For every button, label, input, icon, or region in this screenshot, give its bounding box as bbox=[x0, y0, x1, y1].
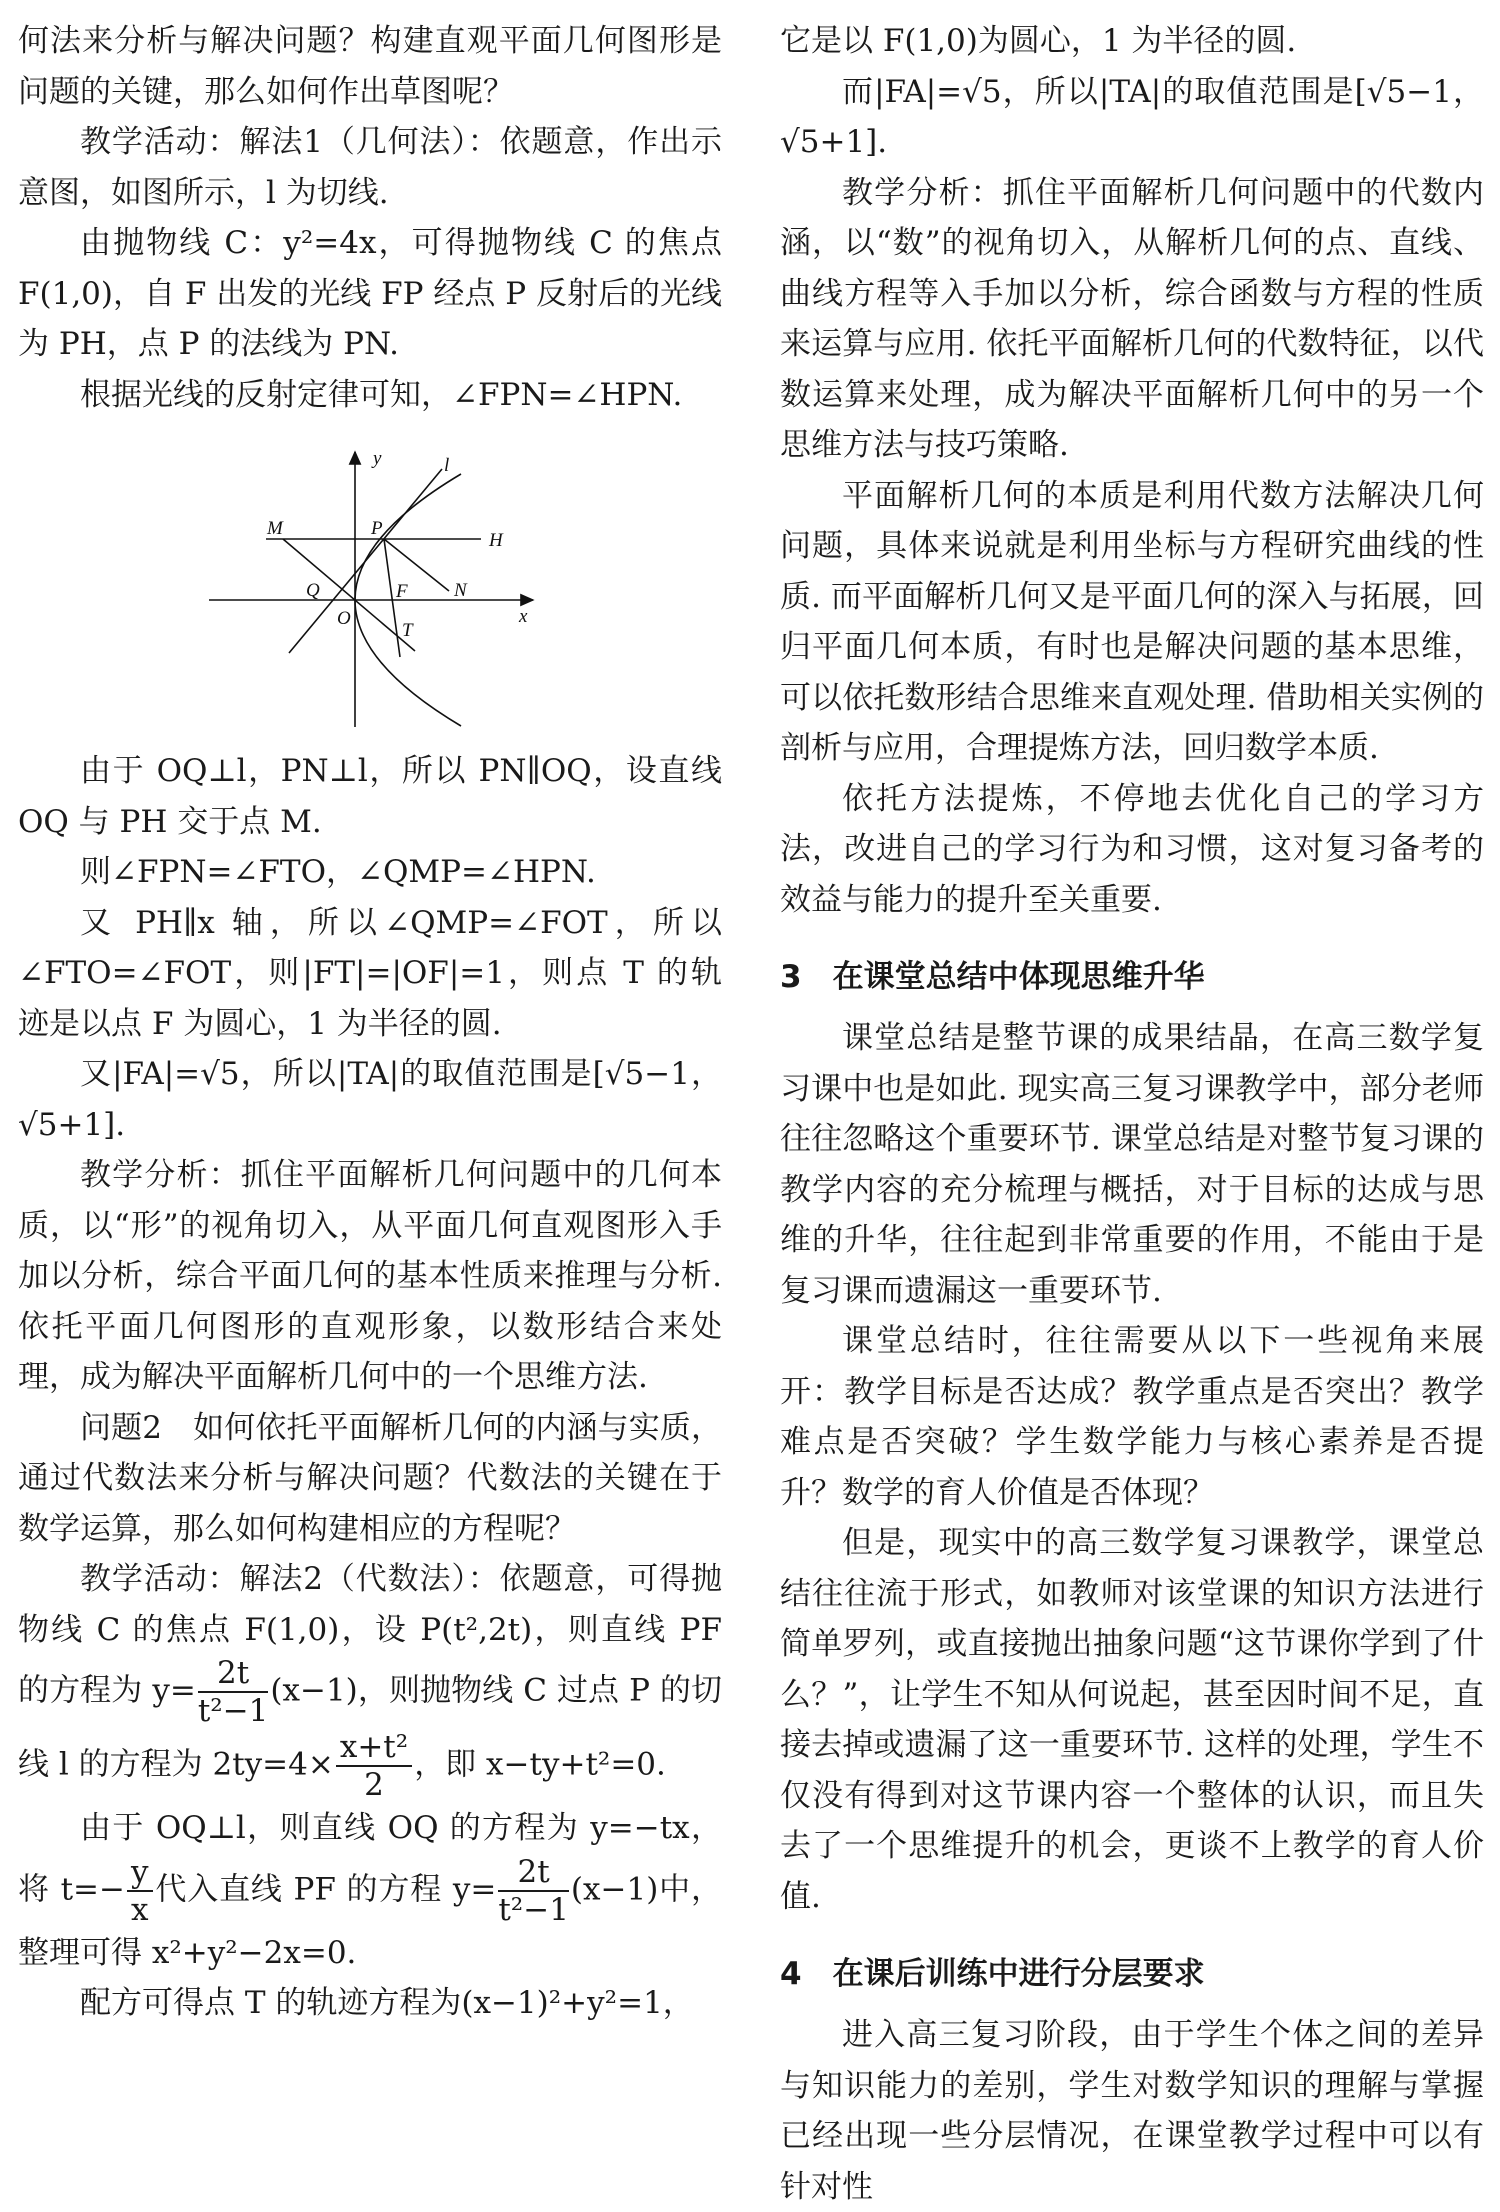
label-h: H bbox=[489, 530, 503, 551]
label-l: l bbox=[444, 455, 450, 476]
label-o: O bbox=[337, 608, 351, 629]
numerator: 2t bbox=[198, 1655, 269, 1693]
text-segment: 教学活动：解法2（代数法）：依题意，可得抛物线 C 的焦点 F(1,0)，设 P(t²,2t)，则直线 PF 的方程为 y= bbox=[18, 1561, 722, 1709]
label-n: N bbox=[454, 580, 467, 601]
paragraph: 则∠FPN=∠FTO，∠QMP=∠HPN. bbox=[80, 854, 596, 890]
text-segment: 由于 OQ⊥l，则直线 OQ 的方程为 y=−tx，将 t=− bbox=[18, 1810, 722, 1907]
numerator: x+t² bbox=[336, 1729, 412, 1767]
paragraph: 而|FA|=√5，所以|TA|的取值范围是[√5−1，√5+1]. bbox=[780, 73, 1484, 160]
paragraph: 由于 OQ⊥l，PN⊥l，所以 PN∥OQ，设直线 OQ 与 PH 交于点 M. bbox=[18, 753, 722, 840]
fraction bbox=[336, 1729, 412, 1803]
label-y: y bbox=[373, 448, 382, 469]
label-x: x bbox=[519, 606, 528, 627]
label-f: F bbox=[396, 581, 408, 602]
section-heading-3: 3 在课堂总结中体现思维升华 bbox=[780, 959, 1205, 995]
numerator: y bbox=[127, 1854, 153, 1892]
paragraph-with-fractions bbox=[18, 1554, 722, 1803]
fraction bbox=[198, 1655, 269, 1729]
line-pn bbox=[384, 539, 449, 591]
paragraph: 又 PH∥x 轴，所以∠QMP=∠FOT，所以∠FTO=∠FOT，则|FT|=|OF|=1，则点 T 的轨迹是以点 F 为圆心，1 为半径的圆. bbox=[18, 904, 722, 1042]
paragraph-with-fractions bbox=[18, 1803, 722, 1978]
right-column bbox=[780, 16, 1484, 2212]
paragraph: 平面解析几何的本质是利用代数方法解决几何问题，具体来说就是利用坐标与方程研究曲线的性质. 而平面解析几何又是平面几何的深入与拓展，回归平面几何本质，有时也是解决问题的基本思维，可以依托数形结合思维来直观处理. 借助相关实例的剖析与应用，合理提炼方法，回归数学本质. bbox=[780, 477, 1484, 766]
paragraph: 课堂总结时，往往需要从以下一些视角来展开：教学目标是否达成？教学重点是否突出？教学难点是否突破？学生数学能力与核心素养是否提升？数学的育人价值是否体现？ bbox=[780, 1323, 1484, 1511]
fraction bbox=[498, 1854, 569, 1928]
paragraph: 它是以 F(1,0)为圆心，1 为半径的圆. bbox=[780, 23, 1297, 59]
paragraph: 根据光线的反射定律可知，∠FPN=∠HPN. bbox=[80, 376, 683, 413]
paragraph: 进入高三复习阶段，由于学生个体之间的差异与知识能力的差别，学生对数学知识的理解与掌握已经出现一些分层情况，在课堂教学过程中可以有针对性 bbox=[780, 2017, 1484, 2205]
paragraph: 课堂总结是整节课的成果结晶，在高三数学复习课中也是如此. 现实高三复习课教学中，部分老师往往忽略这个重要环节. 课堂总结是对整节复习课的教学内容的充分梳理与概括，对于目标的达成与思维的升华，往往起到非常重要的作用，不能由于是复习课而遗漏这一重要环节. bbox=[780, 1020, 1484, 1309]
paragraph: 教学分析：抓住平面解析几何问题中的代数内涵，以“数”的视角切入，从解析几何的点、直线、曲线方程等入手加以分析，综合函数与方程的性质来运算与应用. 依托平面解析几何的代数特征，以代数运算来处理，成为解决平面解析几何中的另一个思维方法与技巧策略. bbox=[780, 174, 1484, 463]
paragraph: 依托方法提炼，不停地去优化自己的学习方法，改进自己的学习行为和习惯，这对复习备考的效益与能力的提升至关重要. bbox=[780, 780, 1484, 918]
label-t: T bbox=[402, 620, 413, 641]
section-heading-4: 4 在课后训练中进行分层要求 bbox=[780, 1956, 1205, 1992]
paragraph: 问题2 如何依托平面解析几何的内涵与实质，通过代数法来分析与解决问题？代数法的关键在于数学运算，那么如何构建相应的方程呢？ bbox=[18, 1409, 722, 1547]
denominator: t²−1 bbox=[498, 1891, 569, 1928]
paragraph: 教学活动：解法1（几何法）：依题意，作出示意图，如图所示，l 为切线. bbox=[18, 124, 722, 211]
text-segment: 代入直线 PF 的方程 y= bbox=[154, 1871, 497, 1907]
tangent-line-l bbox=[289, 469, 442, 653]
label-q: Q bbox=[306, 580, 320, 601]
paragraph: 又|FA|=√5，所以|TA|的取值范围是[√5−1，√5+1]. bbox=[18, 1056, 722, 1143]
text-segment: (x−1)，则抛物线 C 过点 P 的切线 l 的方程为 2ty=4× bbox=[18, 1672, 722, 1783]
denominator: t²−1 bbox=[197, 1693, 269, 1729]
label-m: M bbox=[267, 518, 283, 539]
label-p: P bbox=[371, 518, 383, 539]
left-column bbox=[18, 16, 722, 2029]
denominator: x bbox=[131, 1891, 149, 1928]
geometry-diagram bbox=[193, 434, 563, 744]
paragraph: 配方可得点 T 的轨迹方程为(x−1)²+y²=1， bbox=[80, 1985, 694, 2021]
denominator: 2 bbox=[364, 1767, 384, 1803]
paragraph: 教学分析：抓住平面解析几何问题中的几何本质，以“形”的视角切入，从平面几何直观图形入手加以分析，综合平面几何的基本性质来推理与分析. 依托平面几何图形的直观形象，以数形结合来处理，成为解决平面解析几何中的一个思维方法. bbox=[18, 1157, 722, 1395]
text-segment: ，即 x−ty+t²=0. bbox=[414, 1746, 666, 1783]
paragraph: 由抛物线 C：y²=4x，可得抛物线 C 的焦点 F(1,0)，自 F 出发的光线 FP 经点 P 反射后的光线为 PH，点 P 的法线为 PN. bbox=[18, 225, 722, 362]
paragraph: 但是，现实中的高三数学复习课教学，课堂总结往往流于形式，如教师对该堂课的知识方法进行简单罗列，或直接抛出抽象问题“这节课你学到了什么？”，让学生不知从何说起，甚至因时间不足，直接去掉或遗漏了这一重要环节. 这样的处理，学生不仅没有得到对这节课内容一个整体的认识，而且失去了一个思维提升的机会，更谈不上教学的育人价值. bbox=[780, 1525, 1484, 1915]
fraction bbox=[127, 1854, 153, 1928]
numerator: 2t bbox=[498, 1854, 569, 1892]
paragraph: 何法来分析与解决问题？构建直观平面几何图形是问题的关键，那么如何作出草图呢？ bbox=[18, 23, 722, 110]
parabola-figure bbox=[18, 434, 722, 734]
text-segment: (x−1)中，整理可得 x²+y²−2x=0. bbox=[18, 1871, 723, 1971]
